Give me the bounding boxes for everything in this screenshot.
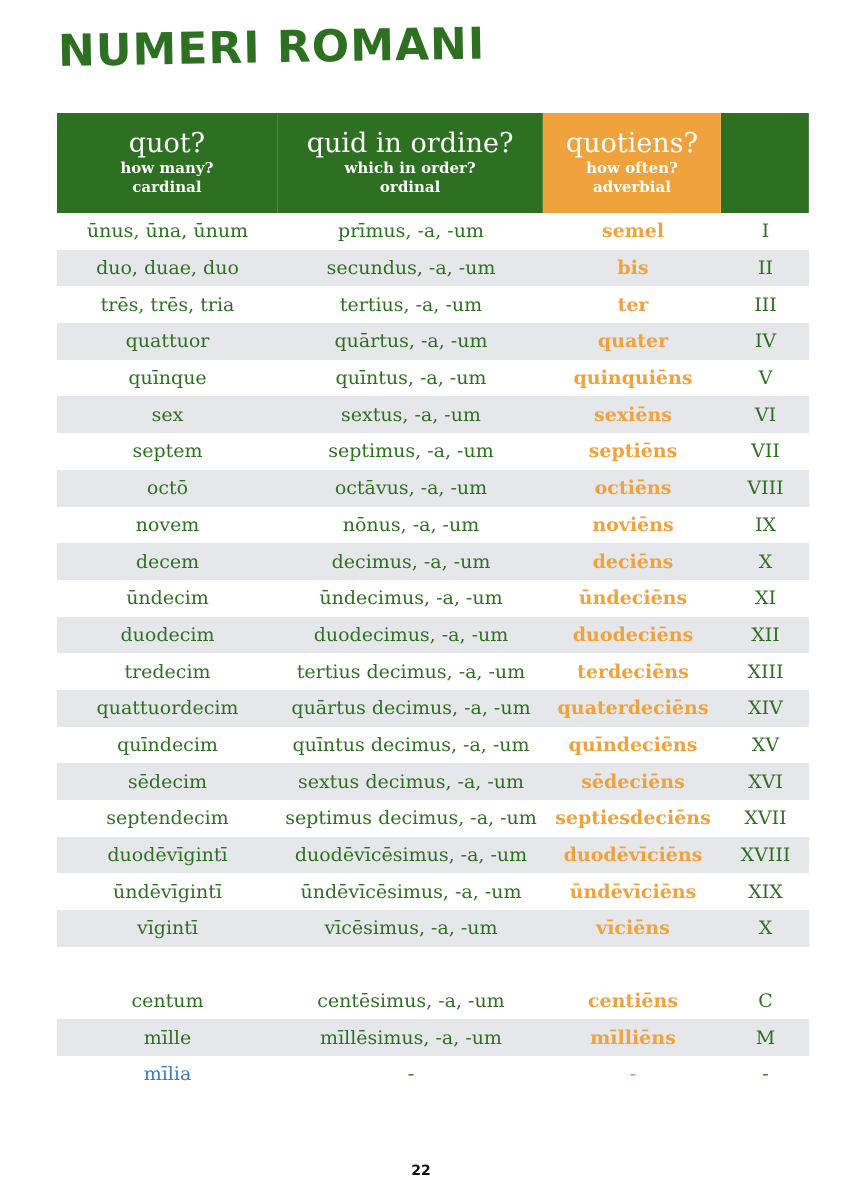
- ordinal-cell: septimus decimus, -a, -um: [285, 807, 537, 830]
- adverbial-cell: septiesdeciēns: [555, 807, 711, 830]
- roman-numeral-cell: XVIII: [740, 844, 791, 867]
- cardinal-cell: ūndecim: [126, 587, 209, 610]
- roman-numeral-cell: C: [758, 990, 773, 1013]
- adverbial-cell: quater: [597, 330, 669, 353]
- adverbial-cell: septiēns: [588, 440, 678, 463]
- adverbial-cell: bis: [617, 257, 649, 280]
- ordinal-cell: prīmus, -a, -um: [338, 220, 484, 243]
- roman-numeral-cell: I: [761, 220, 770, 243]
- ordinal-cell: quārtus, -a, -um: [334, 330, 488, 353]
- table-row: [57, 983, 809, 1020]
- table-row: [57, 543, 809, 580]
- table-row: [57, 653, 809, 690]
- cardinal-cell: tredecim: [124, 660, 211, 683]
- roman-numeral-cell: II: [757, 257, 773, 280]
- table-row: [57, 213, 809, 250]
- table-row: [57, 580, 809, 617]
- adverbial-cell: ūndēvīciēns: [569, 880, 697, 903]
- table-row: [57, 763, 809, 800]
- table-row: [57, 617, 809, 654]
- ordinal-cell: quīntus, -a, -um: [335, 367, 487, 390]
- cardinal-cell: duo, duae, duo: [96, 257, 239, 280]
- adverbial-cell: quinquiēns: [573, 367, 693, 390]
- ordinal-cell: -: [407, 1063, 415, 1086]
- cardinal-cell: vīgintī: [137, 917, 198, 940]
- roman-numeral-cell: XIX: [748, 880, 783, 903]
- cardinal-cell: quattuordecim: [96, 697, 239, 720]
- cardinal-cell: ūnus, ūna, ūnum: [86, 220, 249, 243]
- ordinal-cell: nōnus, -a, -um: [342, 513, 480, 536]
- ordinal-cell: quīntus decimus, -a, -um: [292, 733, 530, 756]
- roman-numeral-cell: X: [758, 917, 773, 940]
- page-title: NUMERI ROMANI: [57, 18, 486, 77]
- roman-numeral-cell: III: [754, 293, 777, 316]
- table-row: [57, 910, 809, 947]
- table-row: [57, 250, 809, 287]
- cardinal-cell: septem: [132, 440, 203, 463]
- roman-numeral-cell: M: [755, 1026, 776, 1049]
- table-row: [57, 727, 809, 764]
- cardinal-cell: quīnque: [128, 367, 207, 390]
- table-row: [57, 800, 809, 837]
- adverbial-cell: vīciēns: [596, 917, 670, 940]
- ordinal-cell: sextus, -a, -um: [341, 403, 481, 426]
- table-row: [57, 323, 809, 360]
- cardinal-cell: duodecim: [120, 623, 215, 646]
- adverbial-cell: centiēns: [587, 990, 679, 1013]
- roman-numeral-cell: XV: [751, 733, 780, 756]
- ordinal-cell: duodecimus, -a, -um: [313, 623, 509, 646]
- page-number: 22: [411, 1163, 431, 1179]
- roman-numeral-cell: V: [758, 367, 773, 390]
- cardinal-cell: novem: [135, 513, 200, 536]
- roman-numeral-cell: IV: [754, 330, 777, 353]
- cardinal-cell: septendecim: [106, 807, 229, 830]
- table-body: [57, 213, 809, 947]
- ordinal-cell: secundus, -a, -um: [326, 257, 496, 280]
- cardinal-cell: sex: [151, 403, 184, 426]
- header-adverbial: [543, 113, 721, 213]
- header-cardinal-sub1: how many?: [120, 159, 214, 177]
- header-adverbial-title: quotiens?: [565, 128, 698, 159]
- adverbial-cell: semel: [601, 220, 665, 243]
- table-row: [57, 433, 809, 470]
- header-adverbial-sub1: how often?: [586, 159, 678, 177]
- table-row: [57, 360, 809, 397]
- numbers-table: [57, 113, 809, 1093]
- roman-numeral-cell: VI: [754, 403, 777, 426]
- ordinal-cell: quārtus decimus, -a, -um: [291, 697, 531, 720]
- header-cardinal: [57, 113, 278, 213]
- cardinal-cell: quīndecim: [117, 733, 218, 756]
- ordinal-cell: sextus decimus, -a, -um: [297, 770, 525, 793]
- adverbial-cell: duodeciēns: [572, 623, 694, 646]
- adverbial-cell: quīndeciēns: [568, 733, 698, 756]
- header-adverbial-sub2: adverbial: [592, 178, 671, 196]
- header-cardinal-sub2: cardinal: [132, 178, 202, 196]
- ordinal-cell: duodēvīcēsimus, -a, -um: [294, 844, 528, 867]
- ordinal-cell: tertius, -a, -um: [339, 293, 483, 316]
- cardinal-cell: duodēvīgintī: [107, 844, 228, 867]
- roman-numeral-cell: VII: [751, 440, 780, 463]
- header-cardinal-title: quot?: [128, 128, 206, 159]
- table-row: [57, 470, 809, 507]
- ordinal-cell: tertius decimus, -a, -um: [296, 660, 526, 683]
- adverbial-cell: quaterdeciēns: [557, 697, 709, 720]
- table-row: [57, 1056, 809, 1093]
- header-ordinal-sub1: which in order?: [344, 159, 476, 177]
- adverbial-cell: ūndeciēns: [578, 587, 688, 610]
- ordinal-cell: ūndecimus, -a, -um: [319, 587, 503, 610]
- roman-numeral-cell: XIV: [748, 697, 783, 720]
- ordinal-cell: centēsimus, -a, -um: [317, 990, 505, 1013]
- cardinal-cell: sēdecim: [127, 770, 208, 793]
- adverbial-cell: ter: [617, 293, 649, 316]
- roman-numeral-cell: XVI: [748, 770, 783, 793]
- adverbial-cell: octiēns: [594, 477, 672, 500]
- adverbial-cell: duodēvīciēns: [563, 844, 703, 867]
- table-row: [57, 507, 809, 544]
- adverbial-cell: deciēns: [592, 550, 674, 573]
- header-ordinal: [278, 113, 544, 213]
- roman-numeral-cell: VIII: [747, 477, 784, 500]
- roman-numeral-cell: X: [758, 550, 773, 573]
- table-gap: [57, 947, 809, 983]
- roman-numeral-cell: XIII: [747, 660, 784, 683]
- table-row: [57, 873, 809, 910]
- ordinal-cell: mīllēsimus, -a, -um: [320, 1026, 502, 1049]
- cardinal-cell: centum: [131, 990, 204, 1013]
- ordinal-cell: ūndēvīcēsimus, -a, -um: [300, 880, 522, 903]
- table-header: [57, 113, 809, 213]
- header-ordinal-title: quid in ordine?: [306, 128, 514, 159]
- adverbial-cell: mīlliēns: [590, 1026, 676, 1049]
- cardinal-cell: decem: [135, 550, 200, 573]
- cardinal-cell: quattuor: [125, 330, 210, 353]
- cardinal-cell: mīlle: [143, 1026, 192, 1049]
- table-row: [57, 286, 809, 323]
- table-row: [57, 396, 809, 433]
- ordinal-cell: decimus, -a, -um: [331, 550, 491, 573]
- table-body-extra: [57, 983, 809, 1093]
- cardinal-cell: trēs, trēs, tria: [100, 293, 235, 316]
- cardinal-cell: octō: [146, 477, 189, 500]
- adverbial-cell: terdeciēns: [577, 660, 689, 683]
- ordinal-cell: septimus, -a, -um: [328, 440, 494, 463]
- ordinal-cell: octāvus, -a, -um: [334, 477, 488, 500]
- header-roman: [721, 113, 809, 213]
- roman-numeral-cell: XVII: [744, 807, 787, 830]
- adverbial-cell: noviēns: [592, 513, 674, 536]
- table-row: [57, 837, 809, 874]
- adverbial-cell: sēdeciēns: [581, 770, 685, 793]
- roman-numeral-cell: XII: [751, 623, 780, 646]
- roman-numeral-cell: IX: [754, 513, 777, 536]
- cardinal-cell: mīlia: [143, 1063, 192, 1086]
- ordinal-cell: vīcēsimus, -a, -um: [324, 917, 498, 940]
- roman-numeral-cell: XI: [754, 587, 777, 610]
- adverbial-cell: -: [629, 1063, 637, 1086]
- cardinal-cell: ūndēvīgintī: [113, 880, 222, 903]
- adverbial-cell: sexiēns: [594, 403, 672, 426]
- roman-numeral-cell: -: [762, 1063, 769, 1086]
- header-ordinal-sub2: ordinal: [379, 178, 441, 196]
- table-row: [57, 690, 809, 727]
- table-row: [57, 1019, 809, 1056]
